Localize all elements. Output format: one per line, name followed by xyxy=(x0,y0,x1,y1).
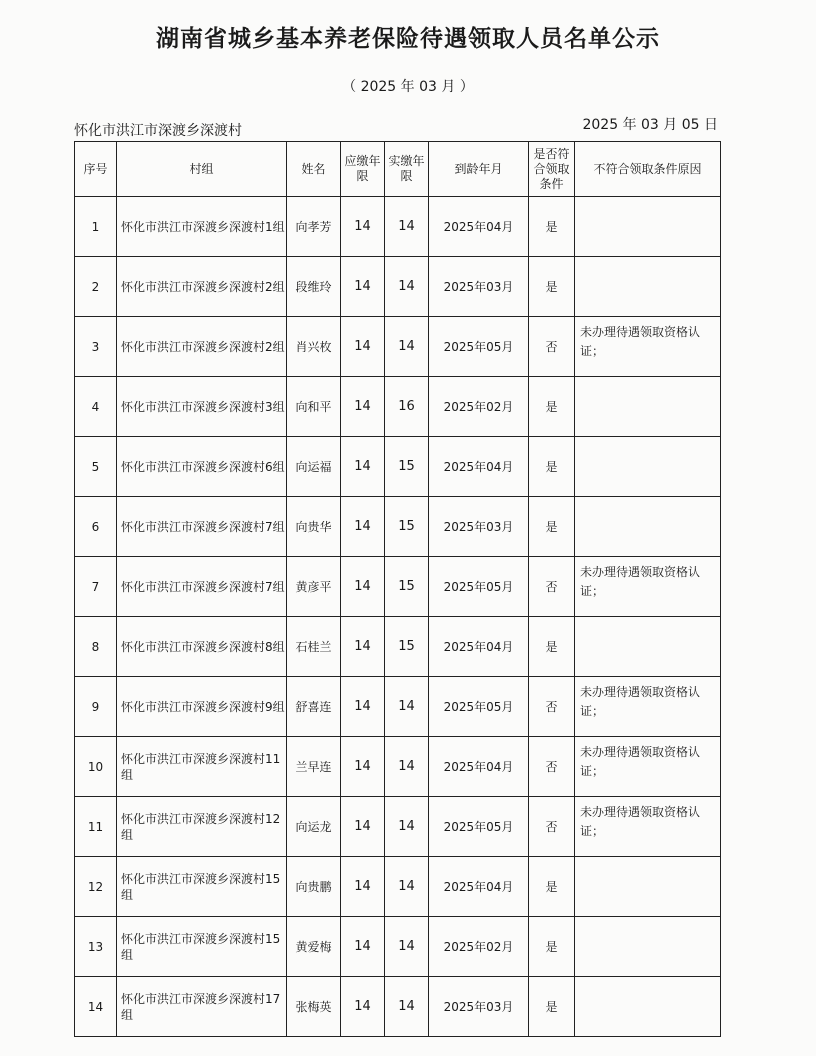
cell-due-years: 14 xyxy=(341,257,385,317)
cell-due-month: 2025年02月 xyxy=(429,377,529,437)
cell-paid-years: 14 xyxy=(385,857,429,917)
cell-name: 黄爱梅 xyxy=(287,917,341,977)
cell-reason xyxy=(575,977,721,1037)
cell-reason xyxy=(575,857,721,917)
cell-seq: 3 xyxy=(75,317,117,377)
cell-due-month: 2025年03月 xyxy=(429,497,529,557)
cell-eligible: 是 xyxy=(529,437,575,497)
cell-name: 向孝芳 xyxy=(287,197,341,257)
cell-seq: 6 xyxy=(75,497,117,557)
pensioner-table xyxy=(74,141,721,1037)
table-row xyxy=(75,437,721,497)
cell-name: 兰早连 xyxy=(287,737,341,797)
header-paid-years: 实缴年限 xyxy=(385,142,429,197)
cell-seq: 4 xyxy=(75,377,117,437)
cell-seq: 11 xyxy=(75,797,117,857)
cell-eligible: 否 xyxy=(529,737,575,797)
cell-village: 怀化市洪江市深渡乡深渡村9组 xyxy=(117,677,287,737)
cell-seq: 14 xyxy=(75,977,117,1037)
cell-due-month: 2025年02月 xyxy=(429,917,529,977)
header-eligible: 是否符合领取条件 xyxy=(529,142,575,197)
cell-paid-years: 15 xyxy=(385,617,429,677)
cell-eligible: 否 xyxy=(529,317,575,377)
table-row xyxy=(75,317,721,377)
cell-due-month: 2025年05月 xyxy=(429,677,529,737)
header-due-month: 到龄年月 xyxy=(429,142,529,197)
cell-reason: 未办理待遇领取资格认证； xyxy=(575,317,721,377)
cell-village: 怀化市洪江市深渡乡深渡村15组 xyxy=(117,857,287,917)
cell-reason xyxy=(575,497,721,557)
cell-name: 向运福 xyxy=(287,437,341,497)
table-row xyxy=(75,617,721,677)
cell-due-years: 14 xyxy=(341,797,385,857)
cell-paid-years: 15 xyxy=(385,557,429,617)
cell-paid-years: 14 xyxy=(385,197,429,257)
cell-paid-years: 14 xyxy=(385,317,429,377)
cell-paid-years: 14 xyxy=(385,677,429,737)
cell-due-month: 2025年03月 xyxy=(429,257,529,317)
cell-paid-years: 14 xyxy=(385,977,429,1037)
table-row xyxy=(75,677,721,737)
cell-name: 黄彦平 xyxy=(287,557,341,617)
table-row xyxy=(75,857,721,917)
cell-reason: 未办理待遇领取资格认证； xyxy=(575,737,721,797)
cell-due-years: 14 xyxy=(341,317,385,377)
location-label: 怀化市洪江市深渡乡深渡村 xyxy=(74,123,242,139)
cell-eligible: 是 xyxy=(529,617,575,677)
cell-reason xyxy=(575,917,721,977)
cell-eligible: 否 xyxy=(529,557,575,617)
cell-due-years: 14 xyxy=(341,377,385,437)
cell-village: 怀化市洪江市深渡乡深渡村7组 xyxy=(117,557,287,617)
cell-due-years: 14 xyxy=(341,857,385,917)
cell-seq: 13 xyxy=(75,917,117,977)
table-row xyxy=(75,917,721,977)
cell-eligible: 是 xyxy=(529,377,575,437)
cell-eligible: 是 xyxy=(529,197,575,257)
cell-eligible: 是 xyxy=(529,497,575,557)
table-row xyxy=(75,557,721,617)
publish-date: 2025 年 03 月 05 日 xyxy=(582,117,718,133)
cell-due-month: 2025年05月 xyxy=(429,317,529,377)
table-row xyxy=(75,377,721,437)
cell-paid-years: 14 xyxy=(385,917,429,977)
cell-paid-years: 15 xyxy=(385,437,429,497)
cell-due-month: 2025年04月 xyxy=(429,197,529,257)
cell-seq: 5 xyxy=(75,437,117,497)
cell-village: 怀化市洪江市深渡乡深渡村15组 xyxy=(117,917,287,977)
cell-seq: 9 xyxy=(75,677,117,737)
cell-due-month: 2025年03月 xyxy=(429,977,529,1037)
cell-seq: 7 xyxy=(75,557,117,617)
cell-due-years: 14 xyxy=(341,737,385,797)
cell-due-month: 2025年05月 xyxy=(429,557,529,617)
cell-paid-years: 14 xyxy=(385,797,429,857)
cell-name: 向和平 xyxy=(287,377,341,437)
cell-reason: 未办理待遇领取资格认证； xyxy=(575,797,721,857)
cell-name: 向运龙 xyxy=(287,797,341,857)
cell-due-month: 2025年04月 xyxy=(429,437,529,497)
cell-seq: 2 xyxy=(75,257,117,317)
period-subtitle: （ 2025 年 03 月 ） xyxy=(342,79,474,95)
cell-name: 舒喜连 xyxy=(287,677,341,737)
table-row xyxy=(75,977,721,1037)
header-village: 村组 xyxy=(117,142,287,197)
cell-due-years: 14 xyxy=(341,197,385,257)
cell-eligible: 是 xyxy=(529,977,575,1037)
cell-seq: 12 xyxy=(75,857,117,917)
cell-village: 怀化市洪江市深渡乡深渡村2组 xyxy=(117,317,287,377)
cell-village: 怀化市洪江市深渡乡深渡村1组 xyxy=(117,197,287,257)
cell-due-years: 14 xyxy=(341,437,385,497)
cell-village: 怀化市洪江市深渡乡深渡村7组 xyxy=(117,497,287,557)
cell-reason xyxy=(575,437,721,497)
cell-name: 段维玲 xyxy=(287,257,341,317)
cell-seq: 1 xyxy=(75,197,117,257)
cell-village: 怀化市洪江市深渡乡深渡村6组 xyxy=(117,437,287,497)
cell-reason: 未办理待遇领取资格认证； xyxy=(575,677,721,737)
cell-due-years: 14 xyxy=(341,677,385,737)
cell-reason xyxy=(575,197,721,257)
table-row xyxy=(75,197,721,257)
cell-due-month: 2025年04月 xyxy=(429,617,529,677)
cell-name: 肖兴枚 xyxy=(287,317,341,377)
cell-eligible: 否 xyxy=(529,677,575,737)
cell-village: 怀化市洪江市深渡乡深渡村12组 xyxy=(117,797,287,857)
cell-paid-years: 16 xyxy=(385,377,429,437)
cell-due-years: 14 xyxy=(341,617,385,677)
cell-name: 向贵鹏 xyxy=(287,857,341,917)
cell-name: 石桂兰 xyxy=(287,617,341,677)
table-row xyxy=(75,797,721,857)
cell-eligible: 否 xyxy=(529,797,575,857)
page-title: 湖南省城乡基本养老保险待遇领取人员名单公示 xyxy=(156,26,660,52)
cell-seq: 10 xyxy=(75,737,117,797)
header-name: 姓名 xyxy=(287,142,341,197)
cell-eligible: 是 xyxy=(529,917,575,977)
cell-seq: 8 xyxy=(75,617,117,677)
cell-due-years: 14 xyxy=(341,557,385,617)
cell-village: 怀化市洪江市深渡乡深渡村3组 xyxy=(117,377,287,437)
cell-due-month: 2025年04月 xyxy=(429,857,529,917)
cell-name: 向贵华 xyxy=(287,497,341,557)
cell-eligible: 是 xyxy=(529,257,575,317)
cell-due-years: 14 xyxy=(341,497,385,557)
cell-name: 张梅英 xyxy=(287,977,341,1037)
table-row xyxy=(75,737,721,797)
header-due-years: 应缴年限 xyxy=(341,142,385,197)
cell-paid-years: 14 xyxy=(385,257,429,317)
cell-village: 怀化市洪江市深渡乡深渡村8组 xyxy=(117,617,287,677)
cell-village: 怀化市洪江市深渡乡深渡村17组 xyxy=(117,977,287,1037)
cell-paid-years: 14 xyxy=(385,737,429,797)
header-reason: 不符合领取条件原因 xyxy=(575,142,721,197)
cell-reason xyxy=(575,617,721,677)
cell-paid-years: 15 xyxy=(385,497,429,557)
cell-due-years: 14 xyxy=(341,917,385,977)
cell-reason: 未办理待遇领取资格认证； xyxy=(575,557,721,617)
cell-due-years: 14 xyxy=(341,977,385,1037)
table-row xyxy=(75,497,721,557)
table-header-row xyxy=(75,142,721,197)
cell-reason xyxy=(575,257,721,317)
header-seq: 序号 xyxy=(75,142,117,197)
cell-eligible: 是 xyxy=(529,857,575,917)
cell-reason xyxy=(575,377,721,437)
cell-due-month: 2025年05月 xyxy=(429,797,529,857)
cell-village: 怀化市洪江市深渡乡深渡村11组 xyxy=(117,737,287,797)
cell-due-month: 2025年04月 xyxy=(429,737,529,797)
table-row xyxy=(75,257,721,317)
cell-village: 怀化市洪江市深渡乡深渡村2组 xyxy=(117,257,287,317)
